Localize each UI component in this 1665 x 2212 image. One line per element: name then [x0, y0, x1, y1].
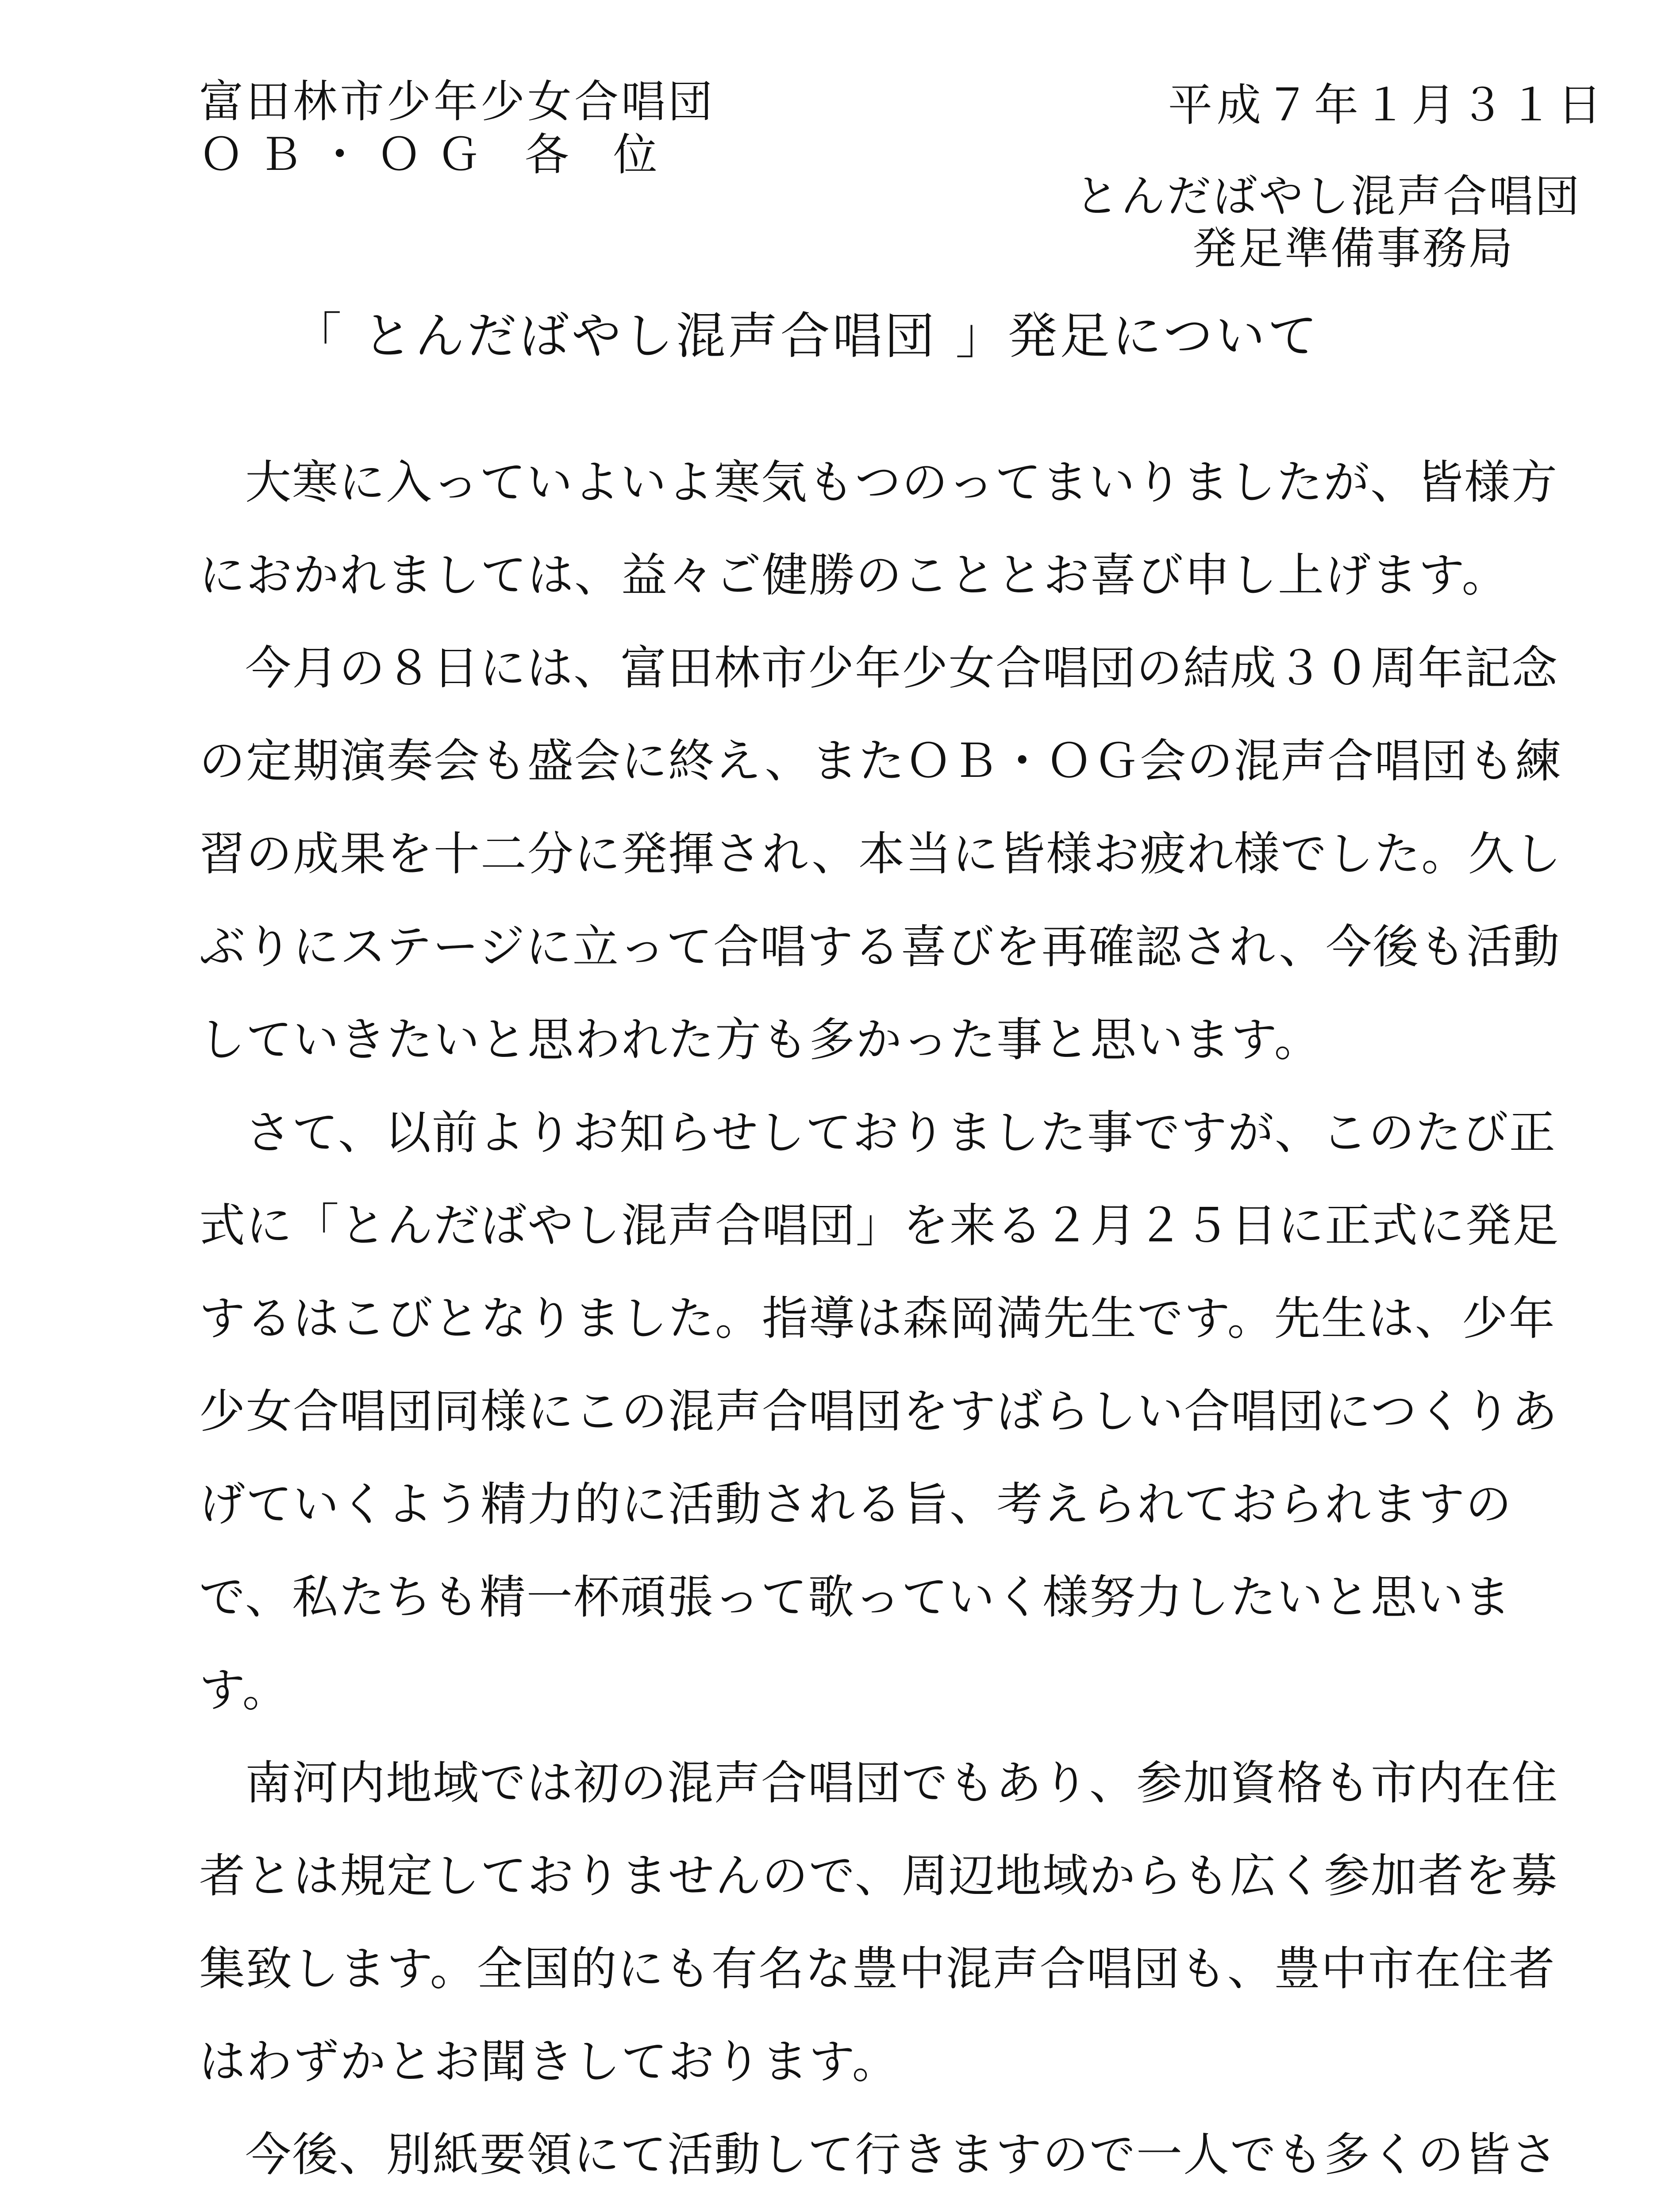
paragraph-recruitment: 南河内地域では初の混声合唱団でもあり、参加資格も市内在住者とは規定しておりませんので、周辺地域からも広く参加者を募集致します。全国的にも有名な豊中混声合唱団も、豊中市在住者はわずかとお聞きしております。: [199, 1756, 1559, 2089]
paragraph-closing: 今後、別紙要領にて活動して行きますので一人でも多くの皆さ: [245, 2128, 1559, 2181]
letter-title: 「 とんだばやし混声合唱団 」発足について: [292, 307, 1320, 365]
sender-organization: とんだばやし混声合唱団: [1075, 170, 1581, 222]
letter-date: 平成７年１月３１日: [1168, 79, 1606, 131]
addressee-organization: 富田林市少年少女合唱団: [199, 76, 715, 127]
paragraph-concert: 今月の８日には、富田林市少年少女合唱団の結成３０周年記念の定期演奏会も盛会に終え、またＯＢ・ＯＧ会の混声合唱団も練習の成果を十二分に発揮され、本当に皆様お疲れ様でした。久しぶりにステージに立って合唱する喜びを再確認され、今後も活動していきたいと思われた方も多かった事と思います。: [199, 641, 1562, 1067]
paragraph-greeting: 大寒に入っていよいよ寒気もつのってまいりましたが、皆様方におかれましては、益々ご健勝のこととお喜び申し上げます。: [199, 455, 1558, 602]
paragraph-founding: さて、以前よりお知らせしておりました事ですが、このたび正式に「とんだばやし混声合唱団」を来る２月２５日に正式に発足するはこびとなりました。指導は森岡満先生です。先生は、少年少女合唱団同様にこの混声合唱団をすばらしい合唱団につくりあげていくよう精力的に活動される旨、考えられておられますので、私たちも精一杯頑張って歌っていく様努力したいと思います。: [199, 1106, 1560, 1717]
letter-body: [199, 436, 1571, 2212]
sender-office: 発足準備事務局: [1192, 223, 1515, 274]
sender-block: [1075, 170, 1581, 275]
addressee-block: [199, 75, 715, 181]
addressee-recipients: ＯＢ・ＯＧ 各 位: [199, 129, 673, 180]
